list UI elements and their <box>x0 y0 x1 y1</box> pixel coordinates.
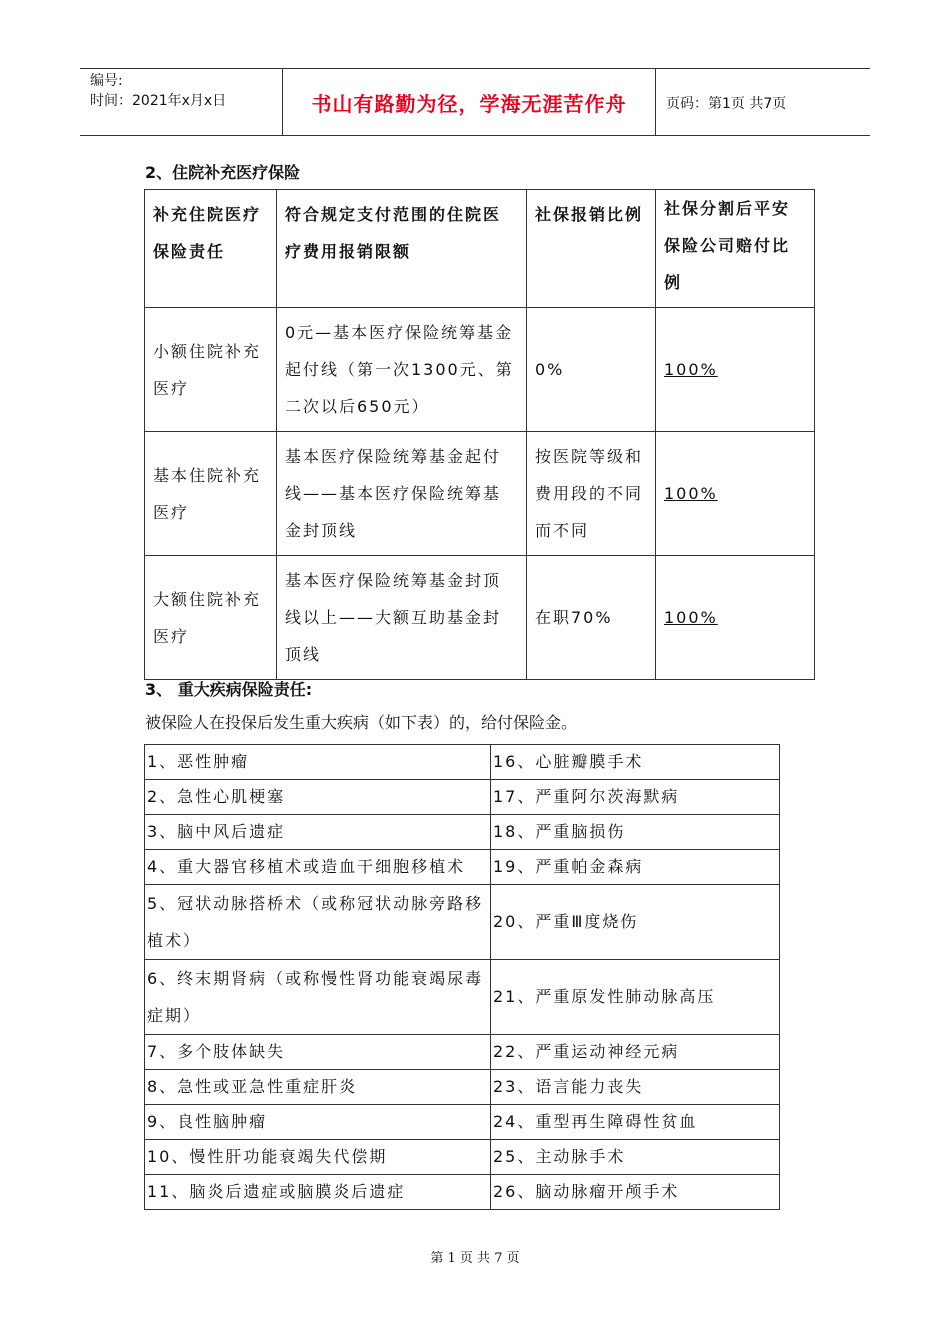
table-row <box>145 1070 780 1105</box>
col-header: 补充住院医疗保险责任 <box>145 190 277 308</box>
section3-title: 3、 重大疾病保险责任: <box>145 680 313 699</box>
illness-item: 16、心脏瓣膜手术 <box>491 745 780 780</box>
illness-item: 1、恶性肿瘤 <box>145 745 491 780</box>
table-header-row <box>145 190 815 308</box>
page-label: 页码：第1页 共7页 <box>666 96 787 112</box>
time-label: 时间：2021年x月x日 <box>90 93 227 109</box>
page-footer: 第 1 页 共 7 页 <box>430 1251 520 1266</box>
illness-item: 4、重大器官移植术或造血干细胞移植术 <box>145 850 491 885</box>
row-ratio: 按医院等级和费用段的不同而不同 <box>527 432 656 556</box>
illness-item: 6、终末期肾病（或称慢性肾功能衰竭尿毒症期） <box>145 960 491 1035</box>
table-row <box>145 850 780 885</box>
illness-item: 9、良性脑肿瘤 <box>145 1105 491 1140</box>
table-row <box>145 780 780 815</box>
header-slogan-cell <box>283 69 656 136</box>
illness-item: 22、严重运动神经元病 <box>491 1035 780 1070</box>
illness-item: 2、急性心肌梗塞 <box>145 780 491 815</box>
illness-item: 20、严重Ⅲ度烧伤 <box>491 885 780 960</box>
illness-item: 7、多个肢体缺失 <box>145 1035 491 1070</box>
header-right <box>656 69 871 136</box>
table-row <box>145 1140 780 1175</box>
illness-item: 26、脑动脉瘤开颅手术 <box>491 1175 780 1210</box>
table-row <box>145 1035 780 1070</box>
illness-item: 25、主动脉手术 <box>491 1140 780 1175</box>
section3-intro: 被保险人在投保后发生重大疾病（如下表）的，给付保险金。 <box>145 713 578 732</box>
illness-item: 21、严重原发性肺动脉高压 <box>491 960 780 1035</box>
row-range: 基本医疗保险统筹基金起付线——基本医疗保险统筹基金封顶线 <box>277 432 527 556</box>
table-row <box>145 308 815 432</box>
table-row <box>145 745 780 780</box>
row-name: 大额住院补充医疗 <box>145 556 277 680</box>
row-payout: 100% <box>664 360 718 379</box>
critical-illness-table <box>144 744 780 1210</box>
row-ratio: 0% <box>527 308 656 432</box>
illness-item: 10、慢性肝功能衰竭失代偿期 <box>145 1140 491 1175</box>
slogan: 书山有路勤为径，学海无涯苦作舟 <box>311 91 627 116</box>
row-range: 基本医疗保险统筹基金封顶线以上——大额互助基金封顶线 <box>277 556 527 680</box>
table-row <box>145 556 815 680</box>
table-row <box>145 815 780 850</box>
illness-item: 17、严重阿尔茨海默病 <box>491 780 780 815</box>
col-header: 符合规定支付范围的住院医疗费用报销限额 <box>277 190 527 308</box>
row-name: 基本住院补充医疗 <box>145 432 277 556</box>
table-row <box>145 885 780 960</box>
header-left <box>80 69 283 136</box>
illness-item: 24、重型再生障碍性贫血 <box>491 1105 780 1140</box>
number-label: 编号: <box>90 73 123 89</box>
row-name: 小额住院补充医疗 <box>145 308 277 432</box>
table-row <box>145 1105 780 1140</box>
illness-item: 3、脑中风后遗症 <box>145 815 491 850</box>
row-ratio: 在职70% <box>527 556 656 680</box>
illness-item: 18、严重脑损伤 <box>491 815 780 850</box>
illness-item: 23、语言能力丧失 <box>491 1070 780 1105</box>
illness-item: 8、急性或亚急性重症肝炎 <box>145 1070 491 1105</box>
hospital-insurance-table <box>144 189 815 680</box>
section2-title: 2、住院补充医疗保险 <box>145 163 301 182</box>
col-header: 社保报销比例 <box>527 190 656 308</box>
page-header <box>80 68 870 136</box>
table-row <box>145 1175 780 1210</box>
illness-item: 5、冠状动脉搭桥术（或称冠状动脉旁路移植术） <box>145 885 491 960</box>
row-payout: 100% <box>664 608 718 627</box>
col-header: 社保分割后平安保险公司赔付比例 <box>656 190 815 308</box>
row-range: 0元—基本医疗保险统筹基金起付线（第一次1300元、第二次以后650元） <box>277 308 527 432</box>
table-row <box>145 432 815 556</box>
table-row <box>145 960 780 1035</box>
row-payout: 100% <box>664 484 718 503</box>
illness-item: 11、脑炎后遗症或脑膜炎后遗症 <box>145 1175 491 1210</box>
illness-item: 19、严重帕金森病 <box>491 850 780 885</box>
